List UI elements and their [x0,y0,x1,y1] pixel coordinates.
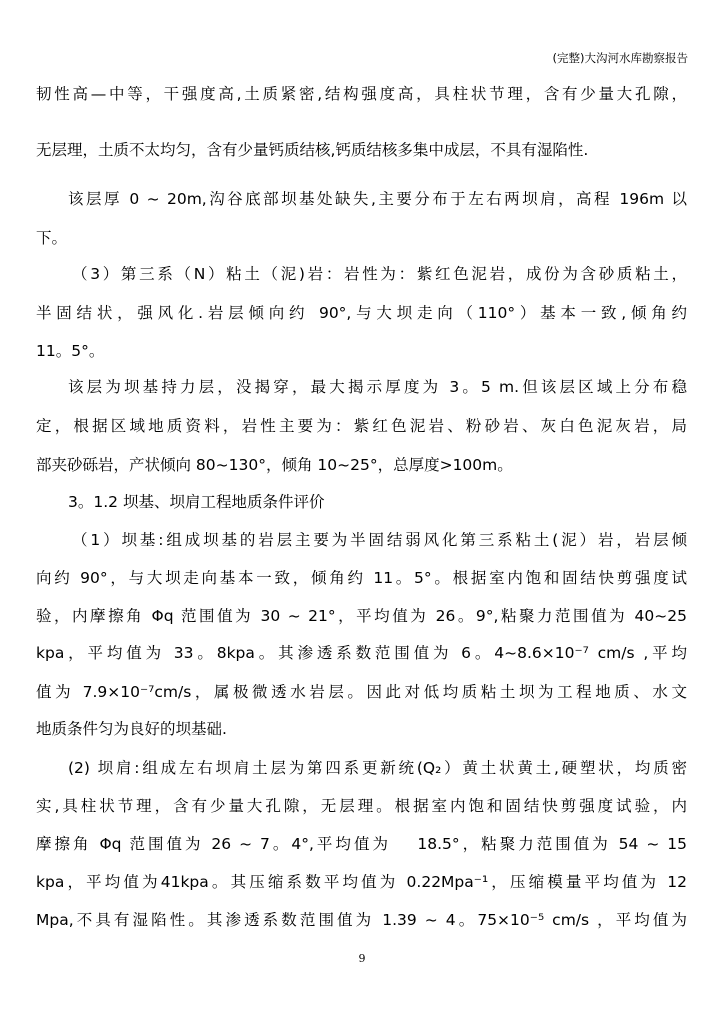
body-line: 部夹砂砾岩，产状倾向 80~130°，倾角 10~25°，总厚度>100m。 [36,456,513,474]
body-line: 11。5°。 [36,342,105,360]
body-line: 摩擦角 Φq 范围值为 26 ~ 7。4°,平均值为 18.5°，粘聚力范围值为 54 ~ 15 [36,835,687,853]
body-line: 该层为坝基持力层，没揭穿，最大揭示厚度为 3。5 m.但该层区域上分布稳 [68,378,687,396]
body-line: 该层厚 0 ~ 20m,沟谷底部坝基处缺失,主要分布于左右两坝肩，高程 196m 以 [68,190,687,208]
body-line: 定，根据区域地质资料，岩性主要为：紫红色泥岩、粉砂岩、灰白色泥灰岩，局 [36,417,687,435]
body-line: kpa，平均值为 33。8kpa。其渗透系数范围值为 6。4~8.6×10⁻⁷ cm/s ,平均 [36,644,687,662]
body-line: 实,具柱状节理，含有少量大孔隙，无层理。根据室内饱和固结快剪强度试验，内 [36,797,687,815]
body-line: 值为 7.9×10⁻⁷cm/s，属极微透水岩层。因此对低均质粘土坝为工程地质、水文 [36,683,687,701]
section-heading: 3。1.2 坝基、坝肩工程地质条件评价 [68,493,325,511]
body-line: （3）第三系（N）粘土（泥)岩：岩性为：紫红色泥岩，成份为含砂质粘土， [72,265,687,283]
body-line: kpa，平均值为41kpa。其压缩系数平均值为 0.22Mpa⁻¹，压缩模量平均值为 12 [36,873,687,891]
body-line: 半固结状，强风化.岩层倾向约 90°,与大坝走向（110°）基本一致,倾角约 [36,304,687,322]
body-line: 向约 90°，与大坝走向基本一致，倾角约 11。5°。根据室内饱和固结快剪强度试 [36,569,687,587]
body-line: 地质条件匀为良好的坝基础. [36,720,227,738]
body-line: （1）坝基:组成坝基的岩层主要为半固结弱风化第三系粘土(泥）岩，岩层倾 [72,531,687,549]
body-line: (2) 坝肩:组成左右坝肩土层为第四系更新统(Q₂）黄土状黄土,硬塑状，均质密 [68,759,687,777]
body-line: 无层理，土质不太均匀，含有少量钙质结核,钙质结核多集中成层，不具有湿陷性. [36,141,589,159]
page-number: 9 [358,952,366,965]
body-line: 验，内摩擦角 Φq 范围值为 30 ~ 21°，平均值为 26。9°,粘聚力范围值为 40~25 [36,607,687,625]
body-line: Mpa,不具有湿陷性。其渗透系数范围值为 1.39 ~ 4。75×10⁻⁵ cm/s ，平均值为 [36,911,687,929]
document-header-title: (完整)大沟河水库勘察报告 [552,51,688,65]
body-line: 韧性高—中等，干强度高,土质紧密,结构强度高，具柱状节理，含有少量大孔隙， [36,85,687,103]
body-line: 下。 [36,229,68,247]
